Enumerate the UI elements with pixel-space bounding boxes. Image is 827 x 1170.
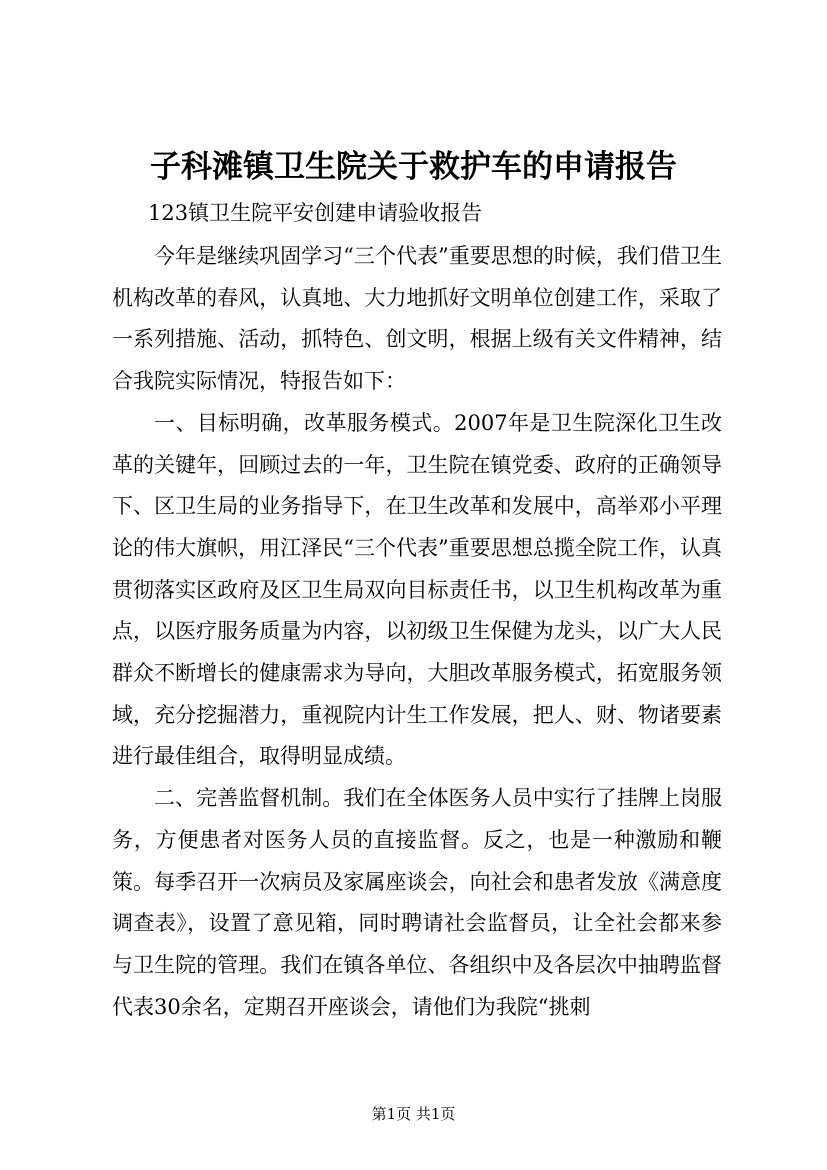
page-footer: 第1页 共1页 <box>371 1105 456 1123</box>
document-body <box>112 236 722 1028</box>
paragraph-section-2: 二、完善监督机制。我们在全体医务人员中实行了挂牌上岗服务，方便患者对医务人员的直接监督。反之，也是一种激励和鞭策。每季召开一次病员及家属座谈会，向社会和患者发放《满意度调查表》，设置了意见箱，同时聘请社会监督员，让全社会都来参与卫生院的管理。我们在镇各单位、各组织中及各层次中抽聘监督代表30余名，定期召开座谈会，请他们为我院“挑刺 <box>112 786 722 1019</box>
paragraph-intro: 今年是继续巩固学习“三个代表”重要思想的时候，我们借卫生机构改革的春风，认真地、大力地抓好文明单位创建工作，采取了一系列措施、活动，抓特色、创文明，根据上级有关文件精神，结合我院实际情况，特报告如下： <box>112 244 722 394</box>
document-subtitle: 123镇卫生院平安创建申请验收报告 <box>148 201 483 225</box>
document-title: 子科滩镇卫生院关于救护车的申请报告 <box>150 149 677 185</box>
paragraph-section-1: 一、目标明确，改革服务模式。2007年是卫生院深化卫生改革的关键年，回顾过去的一年，卫生院在镇党委、政府的正确领导下、区卫生局的业务指导下，在卫生改革和发展中，高举邓小平理论的伟大旗帜，用江泽民“三个代表”重要思想总揽全院工作，认真贯彻落实区政府及区卫生局双向目标责任书，以卫生机构改革为重点，以医疗服务质量为内容，以初级卫生保健为龙头，以广大人民群众不断增长的健康需求为导向，大胆改革服务模式，拓宽服务领域，充分挖掘潜力，重视院内计生工作发展，把人、财、物诸要素进行最佳组合，取得明显成绩。 <box>112 410 722 769</box>
